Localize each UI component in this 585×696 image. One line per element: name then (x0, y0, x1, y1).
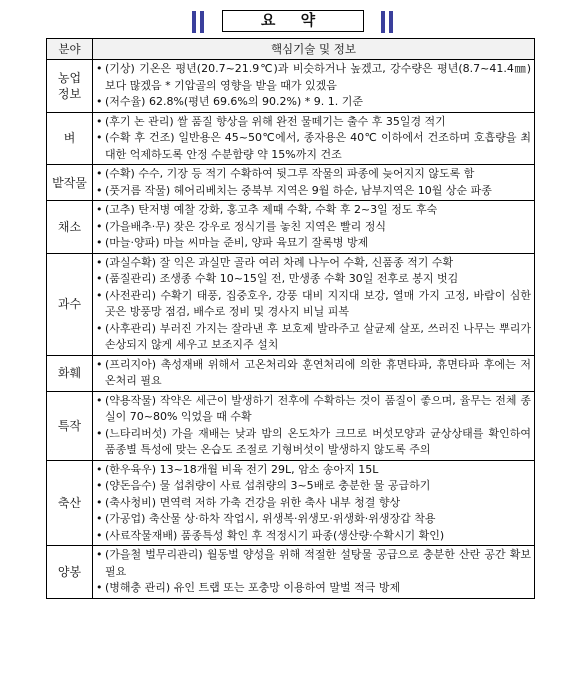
bullet-icon: • (96, 95, 103, 108)
item-text: (품질관리) 조생종 수확 10~15일 전, 만생종 수확 30일 전후로 봉지 벗김 (105, 272, 459, 285)
table-row (47, 546, 535, 599)
bullet-icon: • (96, 495, 103, 509)
item-text: (가공업) 축산물 상·하차 작업시, 위생복·위생모·위생화·위생장갑 착용 (105, 512, 436, 525)
list-item (96, 321, 531, 354)
list-item (96, 288, 531, 321)
content-cell (93, 253, 535, 355)
bullet-icon: • (96, 203, 103, 216)
list-item (96, 357, 531, 390)
table-row (47, 60, 535, 113)
list-item (96, 580, 531, 597)
bullet-icon: • (96, 581, 103, 594)
table-row (47, 355, 535, 391)
category-cell: 양봉 (47, 546, 93, 599)
content-cell (93, 201, 535, 254)
category-cell: 밭작물 (47, 165, 93, 201)
list-item (96, 166, 531, 183)
item-text: (프리지아) 촉성재배 위해서 고온처리와 훈연처리에 의한 휴면타파, 휴면타파 후에는 저온처리 필요 (105, 357, 531, 387)
list-item (96, 511, 531, 528)
item-text: (고추) 탄저병 예찰 강화, 홍고추 제때 수확, 수확 후 2~3일 정도 후숙 (105, 203, 438, 216)
category-cell: 축산 (47, 460, 93, 546)
page-title: 요 약 (222, 10, 364, 32)
list-item (96, 528, 531, 545)
list-item (96, 61, 531, 94)
list-item (96, 130, 531, 163)
title-area (0, 8, 585, 36)
item-text: (양돈음수) 물 섭취량이 사료 섭취량의 3~5배로 충분한 물 공급하기 (105, 479, 431, 492)
bullet-icon: • (96, 479, 103, 492)
item-text: (느타리버섯) 가을 재배는 낮과 밤의 온도차가 크므로 버섯모양과 균상상태를 확인하여 품종별 특성에 맞는 온습도 조절로 기형버섯이 발생하지 않도록 주의 (105, 426, 531, 456)
list-item (96, 219, 531, 236)
bullet-icon: • (96, 528, 103, 542)
item-text: (사전관리) 수확기 태풍, 집중호우, 강풍 대비 지지대 보강, 열매 가지 고정, 바람이 심한 곳은 방풍망 점검, 배수로 정비 및 경사지 비닐 피복 (105, 288, 531, 318)
bullet-icon: • (96, 357, 103, 371)
table-row (47, 460, 535, 546)
header-content: 핵심기술 및 정보 (93, 39, 535, 60)
bullet-icon: • (96, 321, 103, 335)
table-body (47, 60, 535, 599)
table-row (47, 253, 535, 355)
list-item (96, 462, 531, 479)
header-category: 분야 (47, 39, 93, 60)
bullet-icon: • (96, 548, 103, 561)
list-item (96, 183, 531, 200)
bullet-icon: • (96, 512, 103, 525)
content-cell (93, 165, 535, 201)
list-item (96, 235, 531, 252)
summary-table (46, 38, 535, 599)
table-row (47, 165, 535, 201)
list-item (96, 495, 531, 512)
item-text: (사료작물재배) 품종특성 확인 후 적정시기 파종(생산량·수확시기 확인) (105, 528, 445, 542)
item-text: (병해충 관리) 유인 트랩 또는 포충망 이용하여 말벌 적극 방제 (105, 581, 401, 594)
content-cell (93, 460, 535, 546)
bullet-icon: • (96, 393, 103, 407)
category-cell: 특작 (47, 391, 93, 460)
item-text: (과실수확) 잘 익은 과실만 골라 여러 차례 나누어 수확, 신품종 적기 수확 (105, 255, 454, 269)
item-text: (축사청비) 면역력 저하 가축 건강을 위한 축사 내부 청결 향상 (105, 495, 401, 509)
category-cell: 벼 (47, 112, 93, 165)
item-text: (수확) 수수, 기장 등 적기 수확하여 뒷그루 작물의 파종에 늦어지지 않도록 함 (105, 167, 475, 180)
list-item (96, 271, 531, 288)
content-cell (93, 546, 535, 599)
list-item (96, 426, 531, 459)
category-cell: 화훼 (47, 355, 93, 391)
bullet-icon: • (96, 462, 103, 476)
item-text: (사후관리) 부러진 가지는 잘라낸 후 보호제 발라주고 살균제 살포, 쓰러진 나무는 뿌리가 손상되지 않게 세우고 보조지주 설치 (105, 321, 531, 351)
title-decor-bar (389, 11, 393, 33)
list-item (96, 393, 531, 426)
content-cell (93, 112, 535, 165)
item-text: (가을배추·무) 잦은 강우로 정식기를 놓친 지역은 빨리 정식 (105, 219, 386, 233)
item-text: (한우육우) 13~18개월 비육 전기 29L, 암소 송아지 15L (105, 462, 379, 476)
bullet-icon: • (96, 62, 103, 75)
item-text: (마늘·양파) 마늘 씨마늘 준비, 양파 육묘기 잘록병 방제 (105, 236, 369, 249)
list-item (96, 94, 531, 111)
item-text: (가을철 벌무리관리) 월동벌 양성을 위해 적절한 설탕물 공급으로 충분한 산란 공간 확보 필요 (105, 548, 531, 578)
list-item (96, 202, 531, 219)
bullet-icon: • (96, 183, 103, 197)
table-row (47, 391, 535, 460)
item-text: (저수율) 62.8%(평년 69.6%의 90.2%) * 9. 1. 기준 (105, 95, 363, 108)
item-text: (풋거름 작물) 헤어리베치는 중북부 지역은 9월 하순, 남부지역은 10월 상순 파종 (105, 183, 492, 197)
bullet-icon: • (96, 114, 103, 128)
content-cell (93, 355, 535, 391)
category-cell: 채소 (47, 201, 93, 254)
content-cell (93, 391, 535, 460)
bullet-icon: • (96, 272, 103, 285)
title-decor-bar (192, 11, 196, 33)
bullet-icon: • (96, 167, 103, 180)
title-decor-bar (381, 11, 385, 33)
list-item (96, 255, 531, 272)
table-row (47, 201, 535, 254)
bullet-icon: • (96, 288, 103, 302)
table-row (47, 112, 535, 165)
item-text: (후기 논 관리) 쌀 품질 향상을 위해 완전 물떼기는 출수 후 35일경 적기 (105, 114, 446, 128)
bullet-icon: • (96, 236, 103, 249)
list-item (96, 547, 531, 580)
title-decor-bar (200, 11, 204, 33)
content-cell (93, 60, 535, 113)
category-cell: 농업 정보 (47, 60, 93, 113)
category-cell: 과수 (47, 253, 93, 355)
bullet-icon: • (96, 219, 103, 233)
bullet-icon: • (96, 255, 103, 269)
list-item (96, 114, 531, 131)
item-text: (약용작물) 작약은 세근이 발생하기 전후에 수확하는 것이 품질이 좋으며, 율무는 전체 종실이 70~80% 익었을 때 수확 (105, 393, 531, 423)
item-text: (기상) 기온은 평년(20.7~21.9℃)과 비슷하거나 높겠고, 강수량은 평년(8.7~41.4㎜)보다 많겠음 * 기압골의 영향을 받을 때가 있겠음 (105, 62, 531, 92)
item-text: (수확 후 건조) 일반용은 45~50℃에서, 종자용은 40℃ 이하에서 건조하며 호흡량을 최대한 억제하도록 안정 수분함량 약 15%까지 건조 (105, 131, 531, 161)
bullet-icon: • (96, 426, 103, 440)
list-item (96, 478, 531, 495)
bullet-icon: • (96, 131, 103, 144)
table-header-row (47, 39, 535, 60)
